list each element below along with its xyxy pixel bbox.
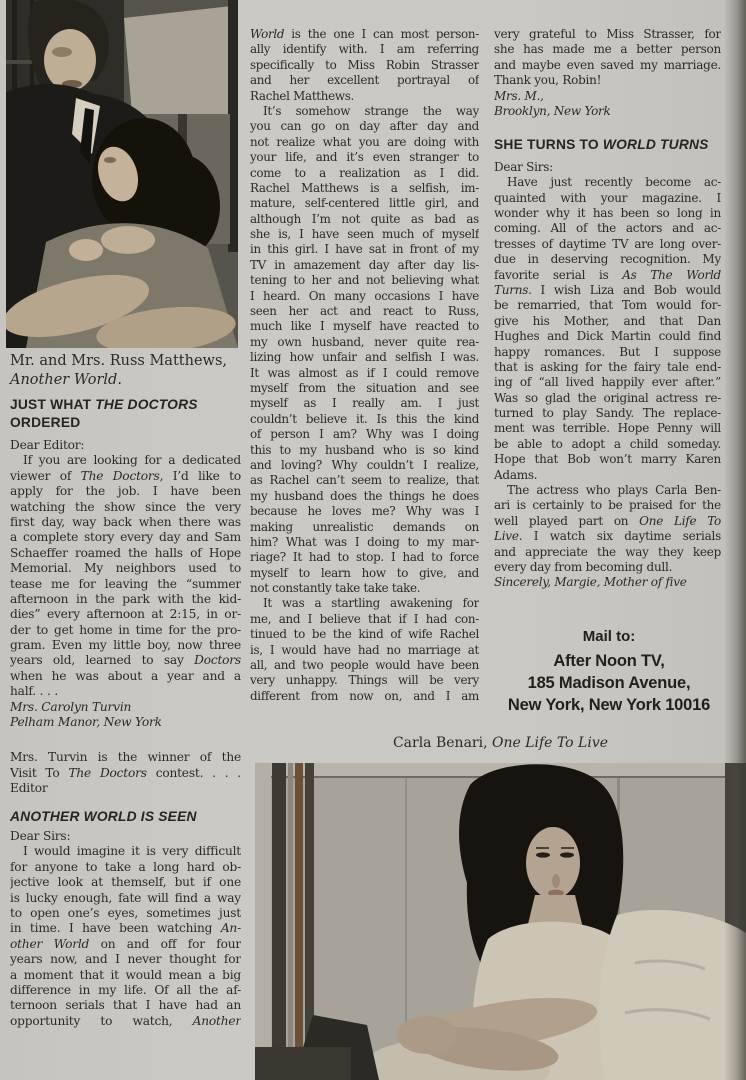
text-line: every day from becoming dull. [494, 560, 673, 574]
italic-text: An- [220, 921, 241, 936]
text-line: other World on and off for four [10, 936, 241, 951]
text-line: Rachel Matthews. [250, 88, 355, 103]
text-line: Memorial. My neighbors used to [10, 561, 241, 576]
italic-text: Another World. [10, 371, 122, 388]
text-line: this to my husband who is so kind [250, 442, 479, 457]
text-line: when he was about a year and a [10, 668, 241, 683]
italic-text: Sincerely, Margie, Mother of five [494, 575, 687, 590]
text-line: she is, I have seen much of myself [250, 227, 479, 242]
text-line: myself to learn how to give, and [250, 565, 479, 580]
woman-brow [561, 847, 574, 849]
stripe-brown [295, 763, 303, 1080]
woman-brow [536, 847, 549, 849]
text-line: very grateful to Miss Strasser, for [494, 27, 721, 41]
column-middle [250, 27, 479, 704]
text-line: and maybe even saved my marriage. [494, 57, 721, 72]
text-line: for anyone to take a long hard ob- [10, 859, 241, 874]
text-line: in time. I have been watching An- [10, 921, 241, 936]
italic-text: Mrs. Carolyn Turvin [10, 699, 132, 714]
caption-line: Mr. and Mrs. Russ Matthews, [10, 353, 227, 369]
text-line: and loving? Why couldn’t I realize, [250, 457, 479, 472]
column-right [494, 27, 721, 591]
text-line: I would imagine it is very difficult [23, 844, 241, 859]
text-line: not realize what you are doing with [250, 134, 479, 149]
text-line: due in deserving recognition. My [494, 252, 721, 267]
text-line: you can go on day after day and [250, 119, 479, 134]
lamp-shade [124, 6, 238, 120]
text-line: all, and two people would have been [250, 658, 479, 673]
text-line: opportunity to watch, Another [10, 1013, 241, 1028]
text-line: to open one’s eyes, sometimes just [10, 906, 241, 921]
text-line: much like I myself have reacted to [250, 319, 479, 334]
text-line: apply for the job. I have been [10, 484, 241, 499]
text-line: myself as I really am. I just [250, 396, 479, 411]
italic-text: One Life To Live [492, 735, 609, 751]
italic-text: World [250, 27, 285, 41]
italic-text: Brooklyn, New York [494, 103, 611, 118]
italic-text: Doctors [194, 653, 241, 668]
mailto-line: 185 Madison Avenue, [527, 674, 691, 692]
woman-eye [560, 852, 574, 857]
text-line: your life, and it’s even stranger to [250, 150, 479, 165]
text-line: well played part on One Life To [494, 513, 721, 528]
text-line: Rachel Matthews is a selfish, im- [250, 180, 479, 195]
text-line: him? What was I doing to my mar- [250, 534, 479, 549]
text-line: gram. Even my little boy, now three [10, 638, 241, 653]
woman-brow [104, 157, 116, 163]
photo-top-caption [10, 352, 245, 389]
woman-nose [552, 874, 560, 888]
text-line: It was a startling awakening for [263, 596, 479, 611]
text-line: Editor [10, 781, 48, 796]
text-line: Visit To The Doctors contest. . . . [10, 765, 241, 780]
italic-text: Pelham Manor, New York [10, 715, 162, 730]
text-line: specifically to Miss Robin Strasser [250, 57, 479, 72]
column-left [10, 396, 241, 1029]
text-line: as Rachel can’t seem to realize, that [250, 473, 479, 488]
text-line: couldn’t believe it. Is this the kind [250, 411, 479, 426]
text-line: riage? It had to stop. I had to force [250, 550, 479, 565]
text-line: The actress who plays Carla Ben- [507, 483, 721, 498]
italic-text: The Doctors [80, 468, 160, 483]
text-line: be able to adopt a child someday. [494, 436, 721, 451]
text-line: that is asking for the fairy tale end- [494, 359, 721, 374]
italic-text: Another [192, 1013, 241, 1028]
text-line: jective look at themself, but if one [10, 875, 241, 890]
text-line: and her excellent portrayal of [250, 73, 479, 88]
text-line: quainted with your magazine. I [494, 190, 721, 205]
text-line: come to a realization as I did. [250, 165, 479, 180]
italic-text: WORLD TURNS [602, 137, 709, 153]
text-line: seen her act and react to Russ, [250, 304, 479, 319]
text-line: coming. All of the actors and ac- [494, 221, 721, 236]
text-line: not constantly take take take. [250, 581, 421, 596]
mailto-title: Mail to: [582, 628, 636, 645]
text-line [10, 700, 241, 715]
text-line: lizing how unfair and selfish I was. [250, 350, 479, 365]
text-line: ing of “all lived happily ever after.” [494, 375, 721, 390]
photo-russ-matthews-couple [6, 0, 238, 348]
text-line: Thank you, Robin! [494, 73, 602, 88]
text-line: tease me for leaving the “summer [10, 576, 241, 591]
text-line: Dear Sirs: [494, 159, 553, 174]
paragraph-gap [10, 797, 241, 808]
text-line: me, and I believe that if I had con- [250, 611, 479, 626]
text-line: Adams. [494, 467, 538, 482]
text-line: TV in amazement day after day lis- [250, 257, 479, 272]
text-line: tinued to be the kind of wife Rachel [250, 627, 479, 642]
stripe-dark [272, 763, 286, 1080]
text-line: a complete story every day and Sam [10, 530, 241, 545]
section-heading: SHE TURNS TO WORLD TURNS [494, 137, 709, 153]
sofa-cushion [599, 910, 746, 1080]
text-line: Was so glad the original actress re- [494, 390, 721, 405]
italic-text: ANOTHER WORLD IS SEEN [10, 808, 197, 824]
text-line: If you are looking for a dedicated [23, 453, 241, 468]
text-line: making unrealistic demands on [250, 519, 479, 534]
text-line: Live. I watch six daytime serials [494, 529, 721, 544]
text-line: she has made me a better person [494, 42, 721, 57]
text-line: watching the show since the very [10, 499, 241, 514]
man-hand [69, 239, 103, 261]
text-line: It was almost as if I could remove [250, 365, 479, 380]
text-line: very unhappy. Things will be very [250, 673, 479, 688]
text-line: ally identify with. I am referring [250, 42, 479, 57]
text-line: Hughes and Dick Martin could find [494, 329, 721, 344]
italic-text: Turns [494, 282, 529, 297]
mailto-line: New York, New York 10016 [507, 696, 711, 714]
text-line: tresses of daytime TV are long over- [494, 236, 721, 251]
italic-text: As The World [622, 267, 721, 282]
text-line [10, 715, 241, 730]
italic-text: The Doctors [68, 765, 147, 780]
text-line: myself from the situation and see [250, 380, 479, 395]
text-line: is, I would have had no marriage at [250, 642, 479, 657]
text-line: is lucky enough, fate will find a way [10, 890, 241, 905]
text-line: give his Mother, and that Dan [494, 313, 721, 328]
text-line: afternoon in the park with the kid- [10, 591, 241, 606]
text-line: Hope that Bob won’t marry Karen [494, 452, 721, 467]
photo-bottom-caption: Carla Benari, One Life To Live [392, 735, 609, 751]
mailto-line: After Noon TV, [553, 652, 665, 670]
text-line: mature, self-centered little girl, and [250, 196, 479, 211]
text-line: World is the one I can most person- [250, 27, 479, 41]
text-line: ari is certainly to be praised for the [494, 498, 721, 513]
italic-text: THE DOCTORS [95, 397, 198, 412]
text-line: I heard. On many occasions I have [250, 288, 479, 303]
text-line: because he loves me? Why was I [250, 504, 479, 519]
text-line: although I’m not quite as bad as [250, 211, 479, 226]
chair-base [255, 1047, 351, 1080]
text-line: der to get home in time for the pro- [10, 622, 241, 637]
text-line: happy romances. But I suppose [494, 344, 721, 359]
text-line: in this girl. I have sat in front of my [250, 242, 479, 257]
text-line [494, 575, 721, 590]
section-heading [10, 808, 241, 826]
text-line: be remarried, that Tom would for- [494, 298, 721, 313]
woman-eye [536, 852, 550, 857]
text-line: difference in my life. Of all the af- [10, 983, 241, 997]
italic-text: Live [494, 529, 519, 544]
photo-carla-benari [255, 763, 746, 1080]
text-line: of person I am? Why was I doing [250, 427, 479, 442]
text-line: ment was terrible. Hope Penny will [494, 421, 721, 436]
mailto-block [494, 627, 724, 716]
italic-text: other World [10, 936, 90, 951]
text-line: Dear Editor: [10, 438, 85, 452]
text-line: years old, learned to say Doctors [10, 653, 241, 668]
section-heading: ORDERED [10, 414, 81, 430]
paragraph-gap [10, 431, 241, 438]
text-line: favorite serial is As The World [494, 267, 721, 282]
text-line: wonder why it has been so long in [494, 206, 721, 221]
paragraph-gap [494, 119, 721, 136]
text-line: and appreciate the way they keep [494, 544, 721, 559]
text-line: a moment that it would mean a big [10, 967, 241, 982]
text-line: Have just recently become ac- [507, 175, 721, 190]
stripe-light [288, 763, 293, 1080]
text-line: different from now on, and I am [250, 688, 479, 703]
text-line: ternoon serials that I have had an [10, 998, 241, 1013]
text-line: my husband does the things he does [250, 488, 479, 503]
woman-hands [397, 1016, 457, 1054]
text-line: first day, way back when there was [10, 514, 241, 529]
text-line [494, 104, 721, 119]
text-line: years now, and I never thought for [10, 952, 241, 967]
text-line [494, 89, 721, 104]
text-line: Schaeffer roamed the halls of Hope [10, 545, 241, 560]
text-line: Mrs. Turvin is the winner of the [10, 750, 241, 765]
text-line: Turns. I wish Liza and Bob would [494, 282, 721, 297]
woman-neck [101, 226, 155, 254]
text-line: my own husband, never quite rea- [250, 334, 479, 349]
caption-line [10, 371, 245, 390]
wall-panel-left [255, 763, 271, 1080]
text-line: viewer of The Doctors, I’d like to [10, 468, 241, 483]
italic-text: Mrs. M., [494, 88, 544, 103]
paragraph-gap [10, 730, 241, 750]
text-line: tening to her and not believing what [250, 273, 479, 288]
text-line: half. . . . [10, 684, 59, 699]
italic-text: One Life To [639, 513, 721, 528]
man-brow [52, 47, 72, 57]
text-line: turned to play Sandy. The replace- [494, 406, 721, 421]
section-heading: JUST WHAT THE DOCTORS [10, 397, 198, 412]
text-line: Dear Sirs: [10, 829, 71, 844]
woman-face [526, 827, 580, 899]
text-line: dies” every afternoon at 2:15, in or- [10, 607, 241, 622]
text-line: It’s somehow strange the way [263, 103, 479, 118]
